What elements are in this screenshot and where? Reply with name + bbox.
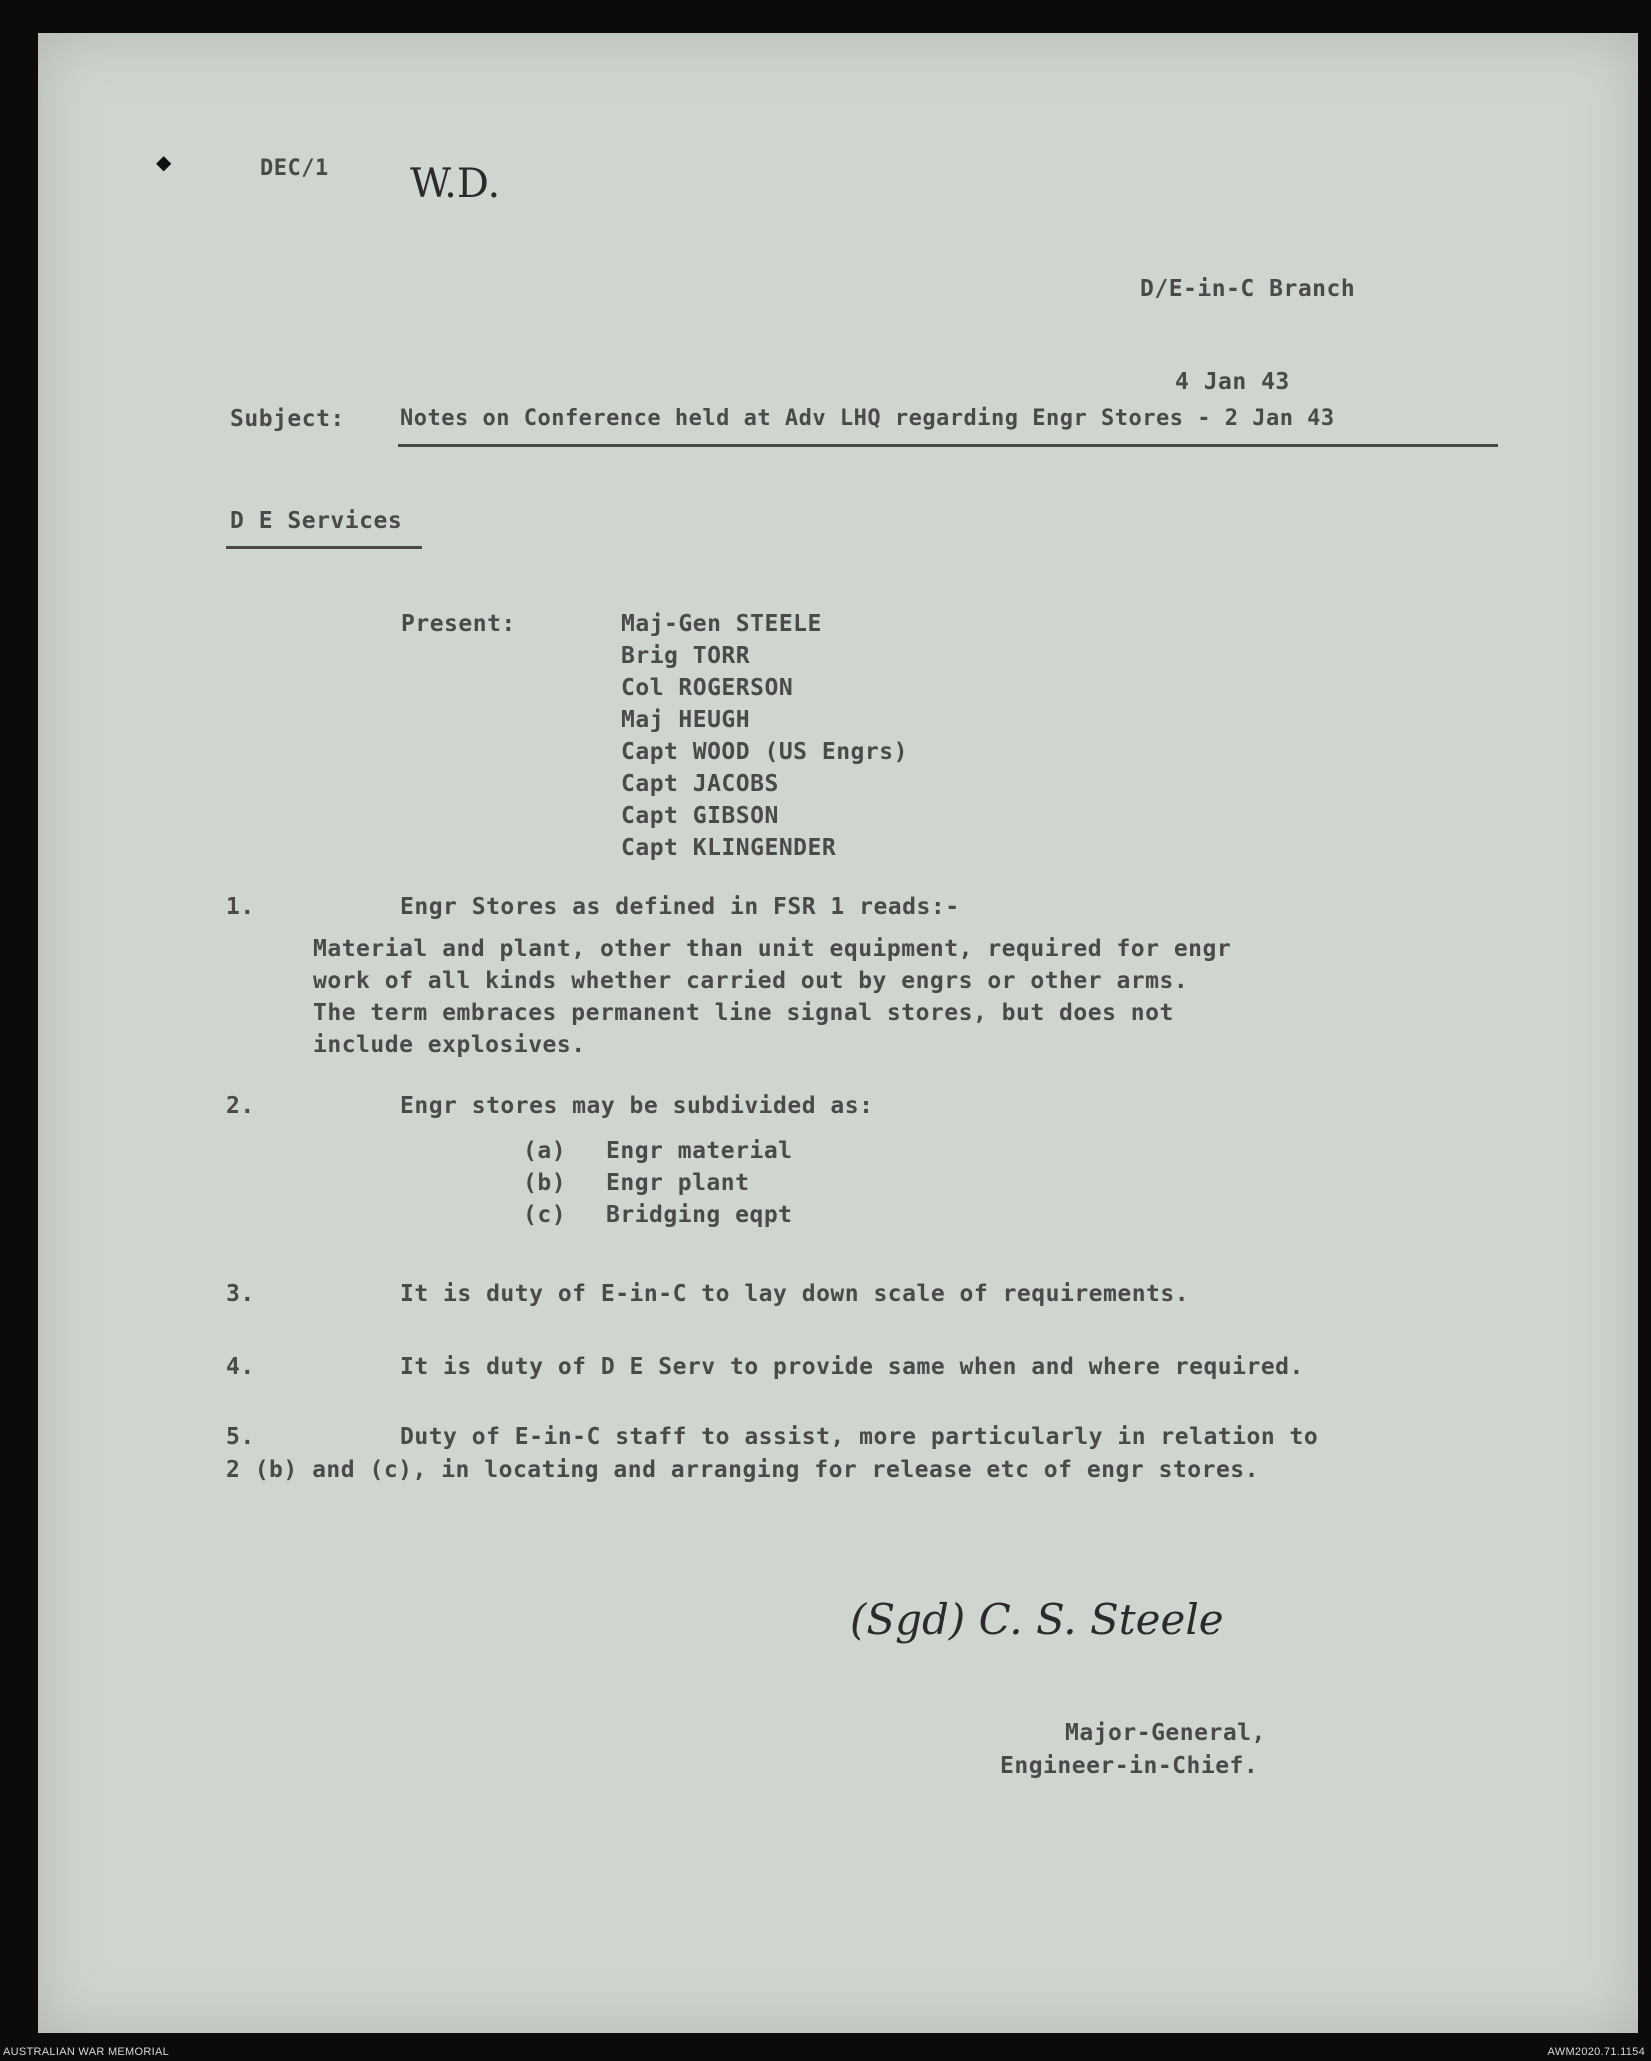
- item-marker: (a): [523, 1138, 567, 1164]
- paragraph-line: Material and plant, other than unit equipment, required for engr: [313, 936, 1232, 962]
- paragraph-lead: Duty of E-in-C staff to assist, more particularly in relation to: [400, 1424, 1319, 1450]
- attendee: Col ROGERSON: [621, 675, 794, 701]
- attendee: Maj HEUGH: [621, 707, 751, 733]
- document-date: 4 Jan 43: [1175, 369, 1290, 395]
- signatory-rank: Major-General,: [1065, 1720, 1266, 1746]
- paragraph-lead: It is duty of D E Serv to provide same when and where required.: [400, 1354, 1304, 1380]
- reference-code: DEC/1: [260, 156, 329, 181]
- paragraph-lead: Engr Stores as defined in FSR 1 reads:-: [400, 894, 960, 920]
- paragraph-line: The term embraces permanent line signal stores, but does not: [313, 1000, 1174, 1026]
- signatory-title: Engineer-in-Chief.: [1000, 1753, 1259, 1779]
- item-marker: (c): [523, 1202, 567, 1228]
- handwritten-signature: (Sgd) C. S. Steele: [850, 1595, 1224, 1644]
- attendee: Maj-Gen STEELE: [621, 611, 822, 637]
- item-marker: (b): [523, 1170, 567, 1196]
- attendee: Brig TORR: [621, 643, 751, 669]
- footer-accession-number: AWM2020.71.1154: [1547, 2046, 1645, 2058]
- footer-archive-name: AUSTRALIAN WAR MEMORIAL: [3, 2046, 170, 2058]
- attendee: Capt KLINGENDER: [621, 835, 837, 861]
- branch-name: D/E-in-C Branch: [1140, 276, 1356, 302]
- attendee: Capt GIBSON: [621, 803, 779, 829]
- paragraph-number: 2.: [226, 1093, 255, 1119]
- paragraph-line: work of all kinds whether carried out by engrs or other arms.: [313, 968, 1189, 994]
- section-title: D E Services: [230, 508, 403, 534]
- attendee: Capt WOOD (US Engrs): [621, 739, 908, 765]
- attendee: Capt JACOBS: [621, 771, 779, 797]
- paragraph-number: 4.: [226, 1354, 255, 1380]
- handwritten-note: W.D.: [410, 161, 501, 207]
- paragraph-lead: It is duty of E-in-C to lay down scale of requirements.: [400, 1281, 1190, 1307]
- paragraph-line: 2 (b) and (c), in locating and arranging for release etc of engr stores.: [226, 1457, 1259, 1483]
- present-label: Present:: [401, 611, 516, 637]
- subject-underline: [398, 444, 1498, 447]
- attendee-list: [621, 608, 908, 864]
- paragraph-number: 3.: [226, 1281, 255, 1307]
- pin-mark: ◆: [156, 150, 172, 174]
- item-text: Bridging eqpt: [606, 1202, 793, 1228]
- item-text: Engr material: [606, 1138, 793, 1164]
- subject-label: Subject:: [230, 406, 345, 432]
- paragraph-number: 5.: [226, 1424, 255, 1450]
- paragraph-lead: Engr stores may be subdivided as:: [400, 1093, 874, 1119]
- section-underline: [226, 546, 422, 549]
- paragraph-body: [313, 933, 1231, 1061]
- subject-text: Notes on Conference held at Adv LHQ regarding Engr Stores - 2 Jan 43: [400, 406, 1335, 431]
- paragraph-number: 1.: [226, 894, 255, 920]
- item-text: Engr plant: [606, 1170, 750, 1196]
- paragraph-line: include explosives.: [313, 1032, 586, 1058]
- document-page: [38, 33, 1638, 2033]
